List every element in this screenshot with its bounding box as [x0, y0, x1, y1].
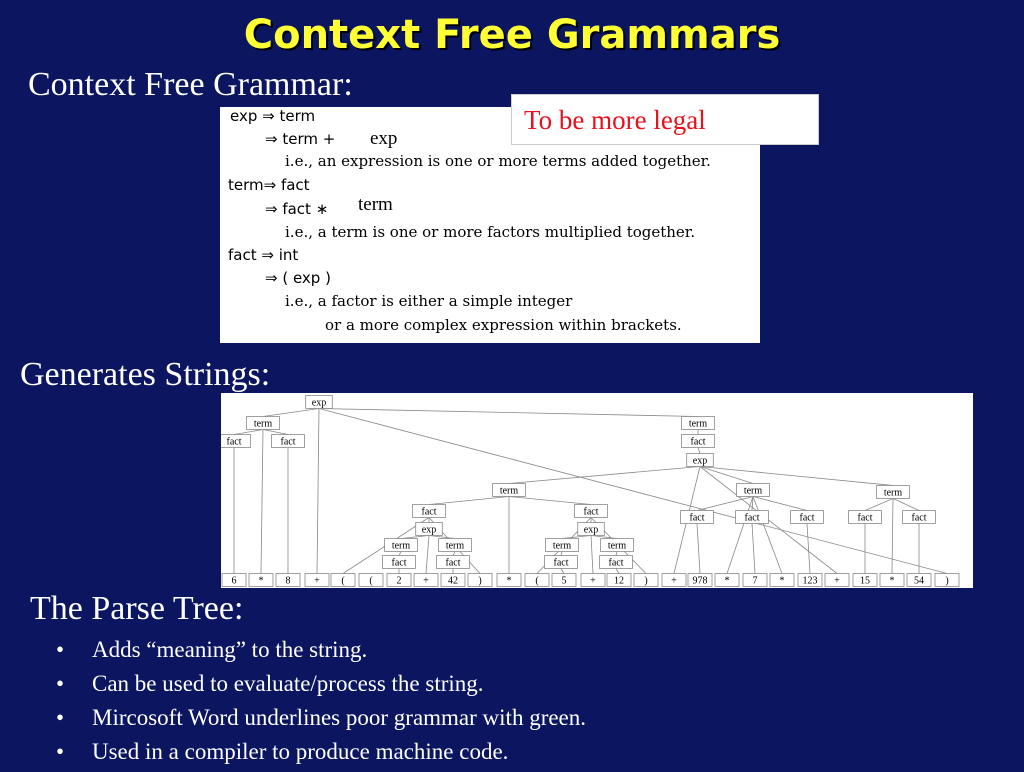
svg-text:term: term	[391, 540, 411, 552]
tree-node-exp	[687, 454, 714, 467]
svg-text:(: (	[535, 575, 539, 587]
overlay-term: term	[358, 194, 393, 215]
parse-tree-figure	[221, 393, 973, 588]
svg-text:12: 12	[614, 575, 624, 587]
svg-text:): )	[644, 575, 648, 587]
bullet-item	[56, 704, 587, 738]
tree-edge	[561, 552, 562, 556]
bullet-text: Can be used to evaluate/process the string.	[92, 671, 484, 696]
svg-text:(: (	[369, 575, 373, 587]
svg-text:term: term	[445, 540, 465, 552]
svg-text:): )	[945, 575, 949, 587]
svg-text:15: 15	[860, 575, 870, 587]
svg-text:fact: fact	[583, 506, 599, 518]
tree-node-exp	[416, 523, 443, 536]
svg-text:+: +	[314, 575, 320, 587]
tree-edge	[426, 536, 429, 574]
tree-token	[853, 574, 877, 587]
tree-edge	[753, 497, 782, 574]
tree-token	[880, 574, 904, 587]
tree-token	[387, 574, 411, 587]
bullet-text: Used in a compiler to produce machine code.	[92, 739, 509, 764]
bullet-dot: •	[56, 705, 65, 730]
tree-token	[414, 574, 438, 587]
tree-node-fact	[383, 556, 416, 569]
svg-text:fact: fact	[445, 557, 461, 569]
tree-edge	[429, 497, 509, 505]
tree-node-term	[546, 539, 579, 552]
tree-token	[222, 574, 246, 587]
svg-text:term: term	[552, 540, 572, 552]
svg-text:6: 6	[231, 575, 237, 587]
svg-text:term: term	[607, 540, 627, 552]
tree-edge	[591, 536, 593, 574]
tree-node-term	[385, 539, 418, 552]
tree-token	[634, 574, 658, 587]
tree-edge	[509, 497, 591, 505]
tree-node-term	[601, 539, 634, 552]
grammar-line: fact ⇒ int	[228, 246, 299, 264]
bullet-list	[56, 636, 587, 772]
bullet-dot: •	[56, 739, 65, 764]
svg-text:fact: fact	[553, 557, 569, 569]
tree-edge	[807, 524, 810, 574]
tree-node-term	[439, 539, 472, 552]
tree-edge	[261, 430, 263, 574]
svg-text:fact: fact	[744, 512, 760, 524]
svg-text:fact: fact	[857, 512, 873, 524]
tree-node-fact	[272, 435, 305, 448]
tree-node-term	[877, 486, 910, 499]
svg-text:8: 8	[285, 575, 291, 587]
svg-text:term: term	[499, 485, 519, 497]
slide-title: Context Free Grammars	[243, 12, 781, 58]
tree-token	[770, 574, 794, 587]
tree-token	[249, 574, 273, 587]
bullet-text: Adds “meaning” to the string.	[92, 637, 368, 662]
svg-text:7: 7	[752, 575, 758, 587]
tree-node-fact	[413, 505, 446, 518]
svg-text:*: *	[889, 575, 895, 587]
tree-node-fact	[221, 435, 250, 448]
tree-node-fact	[903, 511, 936, 524]
grammar-line: term⇒ fact	[228, 176, 310, 194]
tree-token	[825, 574, 849, 587]
tree-token	[715, 574, 739, 587]
tree-edge	[753, 497, 807, 511]
grammar-line: or a more complex expression within brackets.	[325, 316, 682, 334]
tree-token	[935, 574, 959, 587]
tree-node-term	[493, 484, 526, 497]
tree-token	[468, 574, 492, 587]
svg-text:+: +	[423, 575, 429, 587]
tree-node-fact	[600, 556, 633, 569]
svg-text:fact: fact	[226, 436, 242, 448]
tree-node-term	[247, 417, 280, 430]
generates-heading: Generates Strings:	[20, 356, 271, 393]
tree-edge	[509, 467, 700, 484]
svg-text:*: *	[724, 575, 730, 587]
tree-edge	[727, 497, 753, 574]
svg-text:exp: exp	[311, 397, 327, 409]
svg-text:fact: fact	[280, 436, 296, 448]
tree-edge	[697, 497, 753, 511]
svg-text:978: 978	[692, 575, 708, 587]
tree-edge	[319, 409, 698, 417]
tree-token	[525, 574, 549, 587]
svg-text:fact: fact	[799, 512, 815, 524]
tree-token	[662, 574, 686, 587]
tree-node-fact	[681, 511, 714, 524]
tree-edge	[317, 409, 319, 574]
tree-node-fact	[791, 511, 824, 524]
svg-text:fact: fact	[391, 557, 407, 569]
svg-text:(: (	[341, 575, 345, 587]
tree-node-fact	[682, 435, 715, 448]
tree-edge	[616, 552, 617, 556]
svg-text:5: 5	[561, 575, 567, 587]
tree-edge	[401, 536, 429, 539]
svg-text:exp: exp	[583, 524, 599, 536]
svg-text:2: 2	[396, 575, 402, 587]
tree-token	[441, 574, 465, 587]
grammar-line: i.e., a term is one or more factors multiplied together.	[285, 223, 696, 241]
tree-token	[581, 574, 605, 587]
svg-text:exp: exp	[421, 524, 437, 536]
tree-edge	[263, 409, 319, 417]
tree-token	[359, 574, 383, 587]
svg-text:*: *	[779, 575, 785, 587]
bullet-dot: •	[56, 637, 65, 662]
tree-node-term	[682, 417, 715, 430]
note-box	[511, 94, 819, 145]
svg-text:fact: fact	[689, 512, 705, 524]
svg-text:+: +	[590, 575, 596, 587]
tree-edge	[697, 524, 700, 574]
tree-token	[688, 574, 712, 587]
svg-text:term: term	[743, 485, 763, 497]
tree-token	[798, 574, 822, 587]
bullet-dot: •	[56, 671, 65, 696]
tree-edge	[399, 552, 401, 556]
svg-text:fact: fact	[911, 512, 927, 524]
tree-edge	[561, 569, 564, 574]
svg-text:term: term	[688, 418, 708, 430]
tree-token	[743, 574, 767, 587]
svg-text:term: term	[883, 487, 903, 499]
note-text: To be more legal	[524, 105, 706, 135]
tree-node-fact	[545, 556, 578, 569]
tree-token	[331, 574, 355, 587]
grammar-line: i.e., an expression is one or more terms added together.	[285, 152, 711, 170]
svg-text:): )	[478, 575, 482, 587]
tree-edge	[562, 536, 591, 539]
tree-token	[607, 574, 631, 587]
svg-text:*: *	[258, 575, 264, 587]
svg-text:54: 54	[914, 575, 924, 587]
svg-text:42: 42	[448, 575, 458, 587]
tree-edge	[892, 499, 893, 574]
svg-text:+: +	[671, 575, 677, 587]
tree-edge	[234, 430, 263, 435]
grammar-line: ⇒ fact ∗	[265, 200, 329, 218]
bullet-item	[56, 636, 586, 670]
tree-node-fact	[736, 511, 769, 524]
bullet-item	[56, 670, 586, 704]
grammar-line: ⇒ term +	[265, 130, 336, 148]
svg-text:+: +	[834, 575, 840, 587]
parse-tree-heading: The Parse Tree:	[30, 590, 244, 627]
tree-token	[276, 574, 300, 587]
grammar-line: i.e., a factor is either a simple integer	[285, 292, 573, 310]
tree-token	[497, 574, 521, 587]
svg-text:*: *	[506, 575, 512, 587]
grammar-line: exp ⇒ term	[230, 107, 316, 125]
tree-edge	[453, 552, 455, 556]
svg-text:fact: fact	[421, 506, 437, 518]
svg-text:term: term	[253, 418, 273, 430]
tree-edge	[616, 569, 619, 574]
cfg-heading: Context Free Grammar:	[28, 66, 353, 103]
tree-edge	[865, 499, 893, 511]
tree-edge	[263, 430, 288, 435]
overlay-exp: exp	[370, 128, 398, 149]
tree-edge	[893, 499, 919, 511]
tree-edge	[698, 448, 700, 454]
bullet-item	[56, 738, 586, 772]
tree-token	[305, 574, 329, 587]
svg-text:fact: fact	[690, 436, 706, 448]
bullet-text: Mircosoft Word underlines poor grammar with green.	[92, 705, 587, 730]
svg-text:exp: exp	[692, 455, 708, 467]
tree-edge	[752, 524, 755, 574]
tree-node-fact	[849, 511, 882, 524]
grammar-line: ⇒ ( exp )	[265, 269, 331, 287]
tree-node-fact	[575, 505, 608, 518]
tree-edge	[591, 536, 617, 539]
parse-tree-svg	[221, 393, 973, 588]
tree-token	[907, 574, 931, 587]
tree-node-fact	[437, 556, 470, 569]
tree-node-term	[737, 484, 770, 497]
tree-node-exp	[578, 523, 605, 536]
tree-edge	[429, 536, 455, 539]
svg-text:123: 123	[802, 575, 818, 587]
svg-text:fact: fact	[608, 557, 624, 569]
tree-token	[552, 574, 576, 587]
tree-node-exp	[306, 396, 333, 409]
